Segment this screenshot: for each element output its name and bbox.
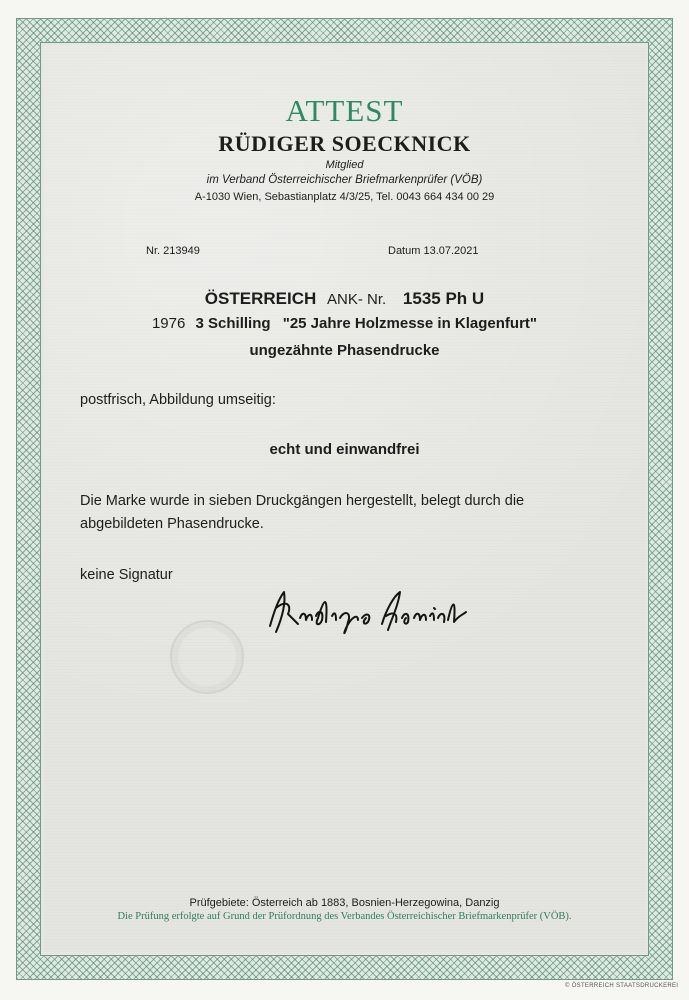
stamp-year: 1976 bbox=[151, 315, 186, 332]
certificate-date: Datum 13.07.2021 bbox=[388, 245, 479, 257]
membership-label: Mitglied bbox=[325, 159, 364, 171]
examiner-name: RÜDIGER SOECKNICK bbox=[218, 131, 471, 156]
printer-watermark: © ÖSTERREICH STAATSDRUCKEREI bbox=[565, 983, 679, 989]
remark-line-1: Die Marke wurde in sieben Druckgängen hergestellt, belegt durch die bbox=[80, 493, 525, 509]
examination-fields: Prüfgebiete: Österreich ab 1883, Bosnien-Herzegowina, Danzig bbox=[189, 897, 500, 909]
remark-line-2: abgebildeten Phasendrucke. bbox=[80, 516, 264, 532]
examiner-address: A-1030 Wien, Sebastianplatz 4/3/25, Tel. 0043 664 434 00 29 bbox=[194, 191, 495, 203]
association-line: im Verband Österreichischer Briefmarkenprüfer (VÖB) bbox=[206, 174, 483, 186]
regulation-note: Die Prüfung erfolgte auf Grund der Prüfordnung des Verbandes Österreichischer Briefmarkenprüfer (VÖB). bbox=[117, 911, 572, 922]
stamp-issue-title: "25 Jahre Holzmesse in Klagenfurt" bbox=[282, 315, 538, 332]
stamp-variant: ungezähnte Phasendrucke bbox=[249, 342, 440, 359]
stamp-description bbox=[0, 315, 689, 332]
verdict-text: echt und einwandfrei bbox=[269, 441, 420, 458]
catalog-label: ANK- Nr. bbox=[327, 291, 387, 308]
certificate-title: ATTEST bbox=[285, 93, 404, 128]
catalog-number: 1535 Ph U bbox=[402, 289, 485, 308]
embossed-seal bbox=[170, 620, 244, 694]
stamp-country: ÖSTERREICH bbox=[204, 289, 317, 308]
signature-text: Rüdiger Soecknick bbox=[372, 640, 381, 641]
certificate-number: Nr. 213949 bbox=[146, 245, 200, 257]
stamp-identification bbox=[0, 289, 689, 309]
handwritten-signature bbox=[262, 582, 482, 642]
condition-text: postfrisch, Abbildung umseitig: bbox=[80, 392, 276, 408]
signature-note: keine Signatur bbox=[80, 567, 173, 583]
stamp-denomination: 3 Schilling bbox=[195, 315, 271, 332]
